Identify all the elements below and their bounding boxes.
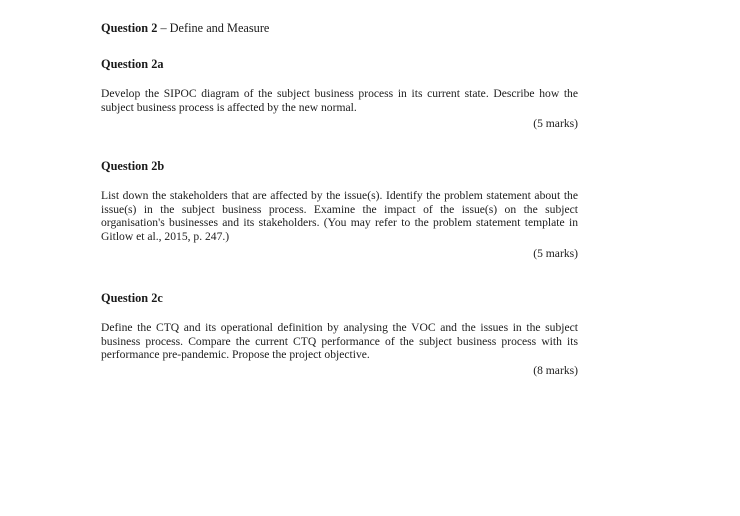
question-2c-marks: (8 marks) [533, 364, 578, 377]
question-2a-marks: (5 marks) [533, 117, 578, 130]
section-title-number: Question 2 [101, 21, 158, 35]
question-2b-heading [101, 159, 164, 173]
question-2c-text: Define the CTQ and its operational definition by analysing the VOC and the issues in the subject business process. Compare the current CTQ performance of the subject business process with its performance pre-pandemic. Propose the project objective. [101, 321, 578, 362]
section-title [101, 21, 269, 35]
question-2a-text: Develop the SIPOC diagram of the subject business process in its current state. Describe how the subject business process is affected by the new normal. [101, 87, 578, 114]
section-title-dash: – [157, 21, 170, 35]
question-2c-label: Question 2c [101, 291, 163, 305]
question-2a-label: Question 2a [101, 57, 164, 71]
question-2b-text: List down the stakeholders that are affected by the issue(s). Identify the problem statement about the issue(s) in the subject business process. Examine the impact of the issue(s) on the subject organisation's businesses and its stakeholders. (You may refer to the problem statement template in Gitlow et al., 2015, p. 247.) [101, 189, 578, 243]
question-2c-heading [101, 291, 163, 305]
question-2a-heading [101, 57, 164, 71]
section-title-text: Define and Measure [169, 21, 270, 35]
question-2b-marks: (5 marks) [533, 247, 578, 260]
question-2b-label: Question 2b [101, 159, 165, 173]
